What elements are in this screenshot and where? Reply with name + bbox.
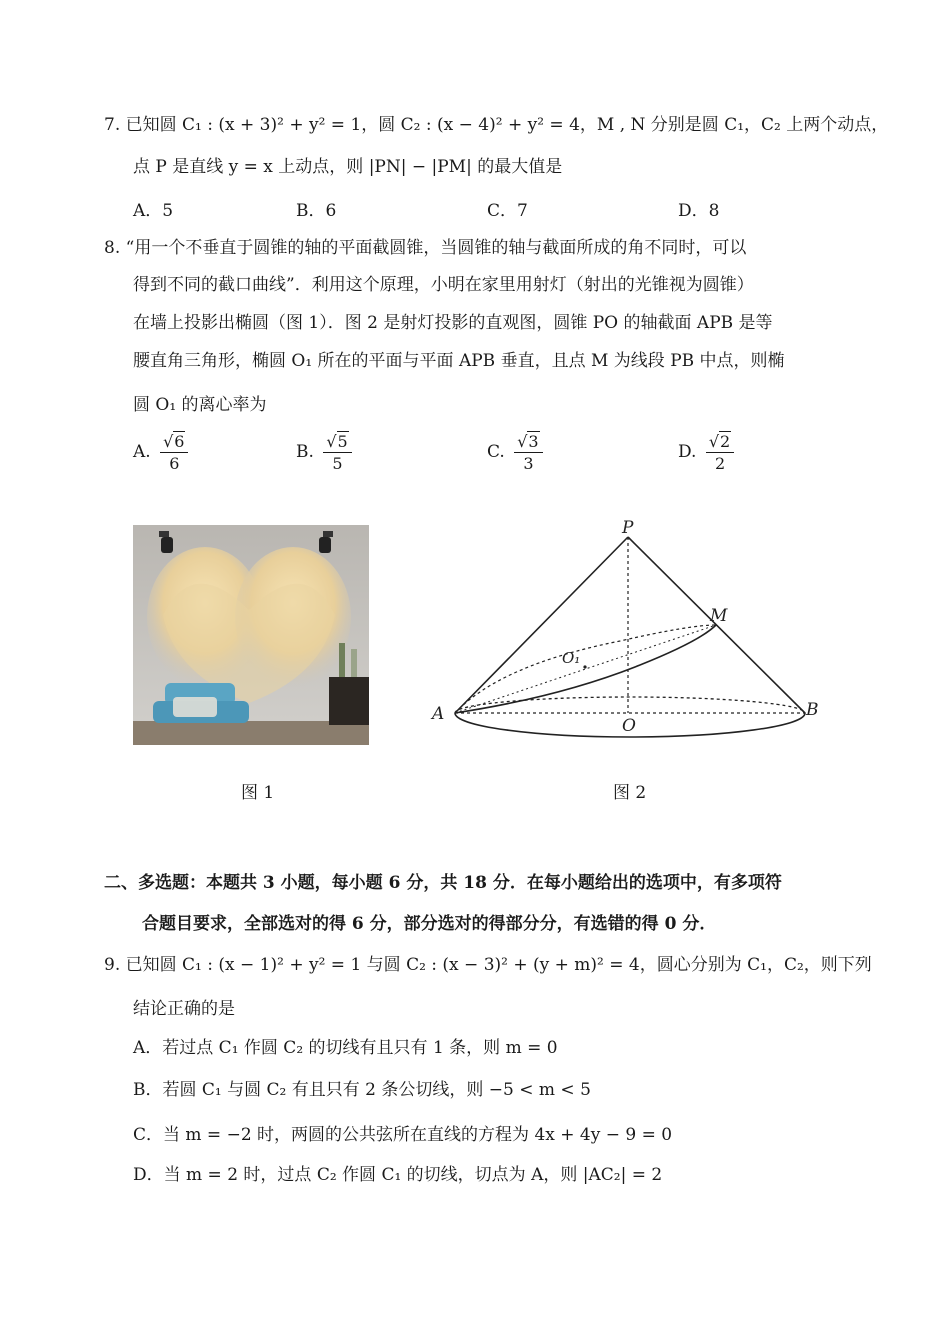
q8-option-b-letter: B. [296,442,314,462]
section-2-heading-line1: 二、多选题：本题共 3 小题，每小题 6 分，共 18 分．在每小题给出的选项中，有多项符 [104,873,782,893]
q9-line2: 结论正确的是 [133,999,235,1019]
label-O1: O₁ [562,649,581,667]
chord-AM [455,625,716,713]
q8-line4: 腰直角三角形，椭圆 O₁ 所在的平面与平面 APB 垂直，且点 M 为线段 PB 中点，则椭 [133,351,785,371]
q8-option-b-fraction: $\frac{√5}{5}$ [323,432,351,473]
q8-option-c-fraction: $\frac{√3}{3}$ [514,432,542,473]
q8-option-b-num: 5 [337,432,348,451]
q7-line1: 7. 已知圆 C₁ : (x + 3)² + y² = 1，圆 C₂ : (x − 4)² + y² = 4，M , N 分别是圆 C₁，C₂ 上两个动点， [104,115,889,135]
figure-2-cone [420,515,840,755]
label-O: O [622,716,636,736]
q8-line3: 在墙上投影出椭圆（图 1）．图 2 是射灯投影的直观图，圆锥 PO 的轴截面 APB 是等 [133,313,773,333]
q9-option-b: B．若圆 C₁ 与圆 C₂ 有且只有 2 条公切线，则 −5 < m < 5 [133,1080,591,1100]
q8-option-b-den: 5 [332,454,343,473]
q7-line2: 点 P 是直线 y = x 上动点，则 |PN| − |PM| 的最大值是 [133,157,563,177]
figure-1-photo [133,525,369,745]
q8-line1: 8. “用一个不垂直于圆锥的轴的平面截圆锥，当圆锥的轴与截面所成的角不同时，可以 [104,238,747,258]
q9-line1: 9. 已知圆 C₁ : (x − 1)² + y² = 1 与圆 C₂ : (x − 3)² + (y + m)² = 4，圆心分别为 C₁，C₂，则下列 [104,955,872,975]
q8-option-a-letter: A. [133,442,151,462]
q8-option-c-den: 3 [523,454,534,473]
figure-2-caption: 图 2 [613,783,647,803]
q8-option-a-fraction: $\frac{√6}{6}$ [160,432,188,473]
q9-option-a: A．若过点 C₁ 作圆 C₂ 的切线有且只有 1 条，则 m = 0 [133,1038,558,1058]
q8-option-b [296,432,352,473]
q8-option-d-letter: D. [678,442,697,462]
point-O1 [583,665,586,668]
q8-option-d-fraction: $\frac{√2}{2}$ [706,432,734,473]
q7-option-d: D．8 [678,201,720,221]
q8-option-a-den: 6 [169,454,180,473]
base-back-arc [455,697,805,713]
q7-option-a: A．5 [133,201,174,221]
q8-line5: 圆 O₁ 的离心率为 [133,395,267,415]
q8-option-a-num: 6 [174,432,185,451]
q8-line2: 得到不同的截口曲线”．利用这个原理，小明在家里用射灯（射出的光锥视为圆锥） [133,275,754,295]
q8-option-d [678,432,734,473]
label-B: B [806,700,819,720]
q8-option-d-den: 2 [714,454,726,473]
figure-1-caption: 图 1 [241,783,275,803]
q8-option-a [133,432,188,473]
label-P: P [622,518,634,538]
q8-option-d-num: 2 [720,432,731,451]
section-2-heading-line2: 合题目要求，全部选对的得 6 分，部分选对的得部分分，有选错的得 0 分． [142,914,717,934]
q8-option-c-num: 3 [528,432,539,451]
q7-option-c: C．7 [487,201,528,221]
label-A: A [432,704,445,724]
label-M: M [710,606,728,626]
q9-option-d: D．当 m = 2 时，过点 C₂ 作圆 C₁ 的切线，切点为 A，则 |AC₂| = 2 [133,1165,663,1185]
q7-option-b: B．6 [296,201,337,221]
q9-option-c: C．当 m = −2 时，两圆的公共弦所在直线的方程为 4x + 4y − 9 = 0 [133,1125,673,1145]
q8-option-c [487,432,543,473]
side-PA [455,537,628,713]
q8-option-c-letter: C. [487,442,505,462]
